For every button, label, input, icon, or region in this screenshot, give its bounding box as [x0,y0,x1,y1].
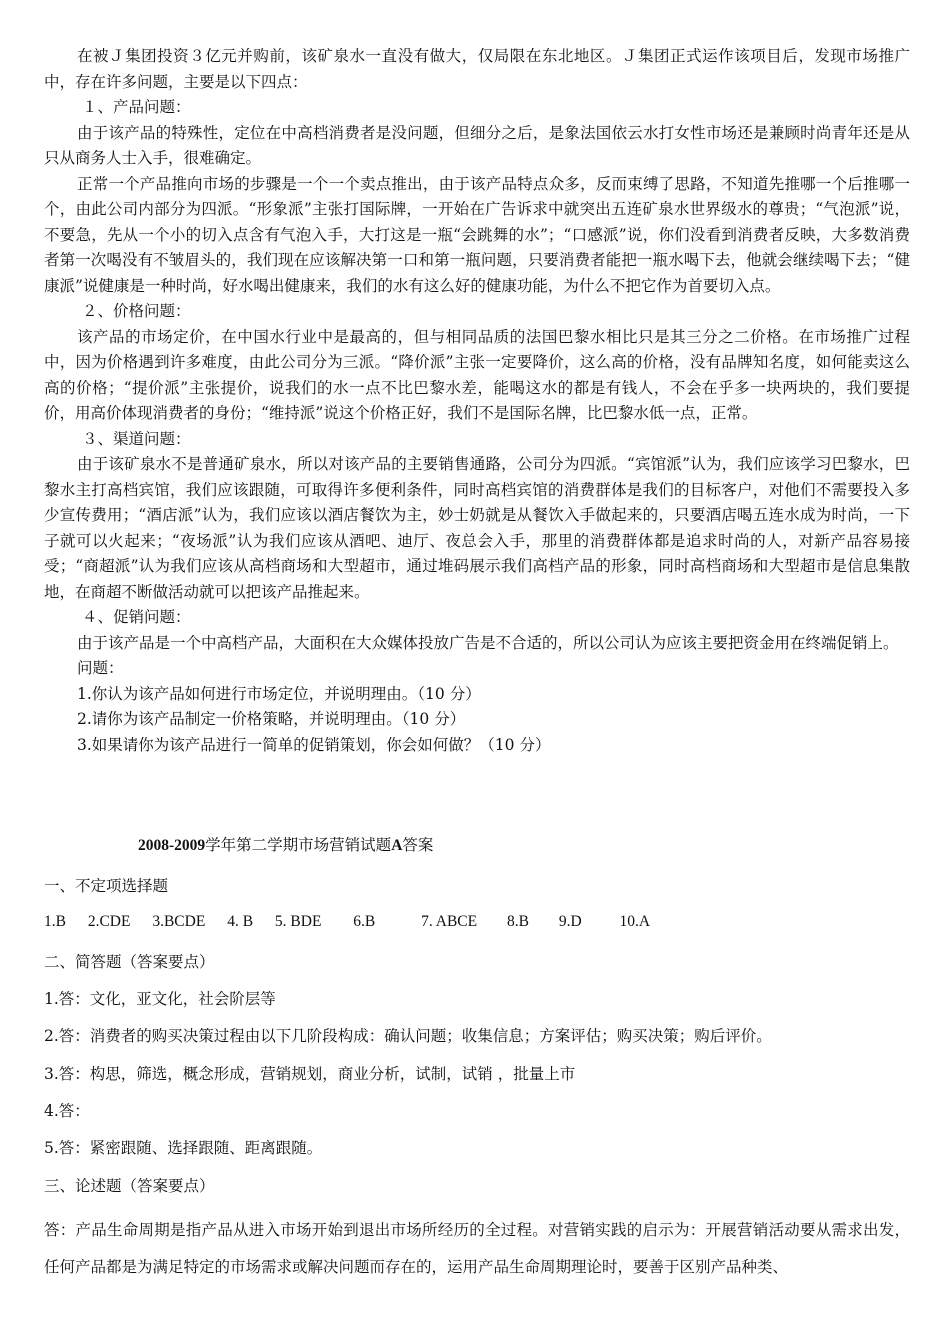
section-multiple-choice: 一、不定项选择题 [44,877,169,895]
mc-answer: 9.D [558,913,582,930]
heading-promotion: ４、促销问题： [82,608,191,626]
essay-answer: 答：产品生命周期是指产品从进入市场开始到退出市场所经历的全过程。对营销实践的启示为：开展营销活动要从需求出发，任何产品都是为满足特定的市场需求或解决问题而存在的，运用产品生命周期理论时，要善于区别产品种类、 [44,1221,910,1276]
case-intro: 在被Ｊ集团投资３亿元并购前，该矿泉水一直没有做大，仅局限在东北地区。Ｊ集团正式运作该项目后，发现市场推广中，存在许多问题，主要是以下四点： [44,47,910,91]
question-2: 2.请你为该产品制定一价格策略，并说明理由。（10 分） [77,710,466,728]
mc-answer: 6.B [353,913,376,930]
mc-answer-row [44,913,668,931]
questions-label: 问题： [77,659,124,677]
short-answer-1: 1.答：文化，亚文化，社会阶层等 [44,990,276,1008]
heading-price: ２、价格问题： [82,302,191,320]
title-suffix: 答案 [402,836,434,854]
mc-answer: 3.BCDE [152,913,206,930]
price-para: 该产品的市场定价，在中国水行业中是最高的，但与相同品质的法国巴黎水相比只是其三分之二价格。在市场推广过程中，因为价格遇到许多难度，由此公司分为三派。“降价派”主张一定要降价，这么高的价格，没有品牌知名度，如何能卖这么高的价格；“提价派”主张提价，说我们的水一点不比巴黎水差，能喝这水的都是有钱人，不会在乎多一块两块的，我们要提价，用高价体现消费者的身份；“维持派”说这个价格正好，我们不是国际名牌，比巴黎水低一点，正常。 [44,327,910,422]
mc-answer: 2.CDE [87,913,131,930]
section-short-answer: 二、简答题（答案要点） [44,953,215,971]
channel-para: 由于该矿泉水不是普通矿泉水，所以对该产品的主要销售通路，公司分为四派。“宾馆派”认为，我们应该学习巴黎水，巴黎水主打高档宾馆，我们应该跟随，可取得许多便利条件，同时高档宾馆的消费群体是我们的目标客户，对他们不需要投入多少宣传费用；“酒店派”认为，我们应该以酒店餐饮为主，妙士奶就是从餐饮入手做起来的，只要酒店喝五连水成为时尚，一下子就可以火起来；“夜场派”认为我们应该从酒吧、迪厅、夜总会入手，那里的消费群体都是追求时尚的人，对新产品容易接受；“商超派”认为我们应该从高档商场和大型超市，通过堆码展示我们高档产品的形象，同时高档商场和大型超市是信息集散地，在商超不断做活动就可以把该产品推起来。 [44,455,910,601]
product-para-2: 正常一个产品推向市场的步骤是一个一个卖点推出，由于该产品特点众多，反而束缚了思路，不知道先推哪一个后推哪一个，由此公司内部分为四派。“形象派”主张打国际牌，一开始在广告诉求中就突出五连矿泉水世界级水的尊贵；“气泡派”说，不要急，先从一个小的切入点含有气泡入手，大打这是一瓶“会跳舞的水”；“口感派”说，你们没看到消费者反映，大多数消费者第一次喝没有不皱眉头的，我们现在应该解决第一口和第一瓶问题，只要消费者能把一瓶水喝下去，他就会继续喝下去；“健康派”说健康是一种时尚，好水喝出健康来，我们的水有这么好的健康功能，为什么不把它作为首要切入点。 [44,174,910,295]
title-letter: A [391,837,403,854]
product-para-1: 由于该产品的特殊性，定位在中高档消费者是没问题，但细分之后，是象法国依云水打女性市场还是兼顾时尚青年还是从只从商务人士入手，很难确定。 [44,123,910,167]
short-answer-2: 2.答：消费者的购买决策过程由以下几阶段构成：确认问题；收集信息；方案评估；购买决策；购后评价。 [44,1027,772,1045]
mc-answer: 5. BDE [274,913,322,930]
question-3: 3.如果请你为该产品进行一简单的促销策划，你会如何做？（10 分） [77,735,551,754]
promotion-para: 由于该产品是一个中高档产品，大面积在大众媒体投放广告是不合适的，所以公司认为应该主要把资金用在终端促销上。 [77,633,899,652]
mc-answer: 1.B [44,913,66,930]
mc-answer: 8.B [506,913,529,930]
section-essay: 三、论述题（答案要点） [44,1177,215,1195]
heading-channel: ３、渠道问题： [82,429,191,448]
case-study [44,44,910,758]
answer-key-title [138,833,433,855]
heading-product: １、产品问题： [82,98,191,116]
question-1: 1.你认为该产品如何进行市场定位，并说明理由。（10 分） [77,684,481,703]
title-middle: 学年第二学期市场营销试题 [205,836,392,854]
short-answer-4: 4.答： [44,1102,90,1120]
mc-answer: 4. B [227,913,254,930]
mc-answer: 7. ABCE [421,913,478,930]
title-year: 2008-2009 [138,837,206,854]
short-answer-3: 3.答：构思，筛选，概念形成，营销规划，商业分析，试制，试销 ，批量上市 [44,1065,576,1083]
mc-answer: 10.A [619,913,651,930]
short-answer-5: 5.答：紧密跟随、选择跟随、距离跟随。 [44,1139,323,1157]
